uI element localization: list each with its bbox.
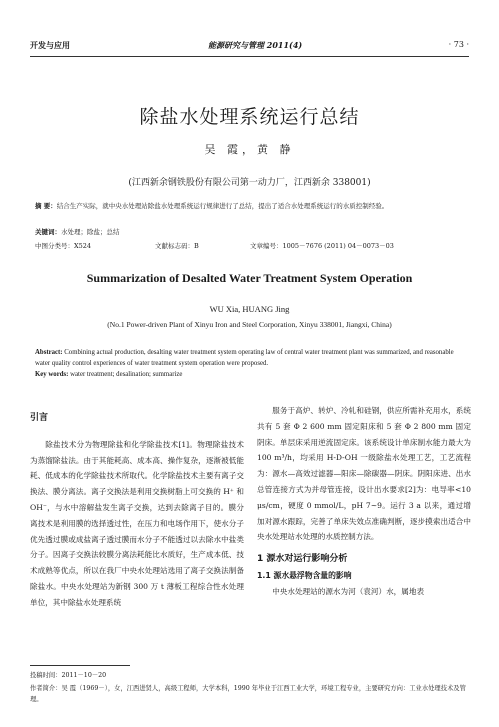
section-1-1-paragraph: 中央水处理站的源水为河（袁河）水，属地表 bbox=[272, 586, 425, 596]
english-keywords-label: Key words: bbox=[35, 371, 69, 378]
page-number: · 73 · bbox=[448, 40, 469, 49]
document-code: 文献标志码：B bbox=[155, 242, 199, 250]
received-date: 投稿时间：2011－10－20 bbox=[30, 672, 107, 679]
article-affiliation: (江西新余钢铁股份有限公司第一动力厂，江西新余 338001) bbox=[128, 178, 371, 188]
system-paragraph: 服务于高炉、转炉、冷轧和硅钢，供应所需补充用水，系统共有 5 套 Φ 2 600 mm 固定阳床和 5 套 Φ 2 800 mm 固定阴床。单层床采用逆流固定床。该系统设计单床制水能力最大为 100 m³/h，均采用 H-D-OH 一级除盐水处理工艺，工艺流程为：源水—高效过滤器—阳床—除碳器—阴床。阴阳床进、出水总管连接方式为并母管连接，设计出水要求[2]为：电导率<10 μs/cm，硬度 0 mmol/L，pH 7~9。运行 3 a 以来，通过增加对源水跟踪，完善了单床失效点准确判断，逐步摸索出适合中央水处理站水处理的水质控制方法。 bbox=[257, 406, 471, 542]
journal-issue: 能源研究与管理 2011(4) bbox=[208, 40, 303, 50]
english-keywords-text: water treatment; desalination; summarize bbox=[70, 371, 183, 378]
body-right-column bbox=[257, 403, 471, 600]
footnote-rule bbox=[30, 665, 130, 666]
running-header bbox=[30, 40, 469, 54]
body-left-column bbox=[30, 411, 244, 611]
english-abstract-text: Combining actual production, desalting water treatment system operating law of central water treatment plant was summarized, and reasonable water quality control experiences of water treatment system operation were proposed. bbox=[35, 349, 454, 367]
abstract-text: 结合生产实际，就中央水处理站除盐水处理系统运行规律进行了总结，提出了适合水处理系统运行的水质控制经验。 bbox=[56, 202, 389, 210]
section-1-heading: 1 源水对运行影响分析 bbox=[257, 554, 348, 565]
keywords-block bbox=[35, 226, 454, 238]
english-authors: WU Xia, HUANG Jing bbox=[209, 304, 290, 314]
intro-paragraph: 除盐技术分为物理除盐和化学除盐技术[1]。物理除盐技术为蒸馏除盐法。由于其能耗高、成本高、操作复杂，逐渐被低能耗、低成本的化学除盐技术所取代。化学除盐技术主要有离子交换法、膜分离法。离子交换法是利用交换树脂上可交换的 H⁺ 和 OH⁻，与水中溶解盐发生离子交换，达到去除离子目的。膜分离技术是利用膜的选择透过性，在压力和电场作用下，使水分子优先透过膜或成盐离子透过膜而水分子不能透过以去除水中盐类分子。因离子交换法较膜分离法耗能比水质好，生产成本低、技术成熟等优点，所以在我厂中央水处理站选用了离子交换法制备除盐水。中央水处理站为新钢 300 万 t 薄板工程综合性水处理单位，其中除盐水处理系统 bbox=[30, 439, 244, 607]
english-title: Summarization of Desalted Water Treatment System Operation bbox=[86, 271, 413, 285]
article-authors: 吴 霞，黄 静 bbox=[204, 143, 295, 156]
english-abstract-block bbox=[35, 347, 454, 380]
clc-number: 中图分类号：X524 bbox=[35, 242, 92, 250]
section-label: 开发与应用 bbox=[30, 41, 70, 50]
header-rule bbox=[30, 56, 469, 57]
article-title: 除盐水处理系统运行总结 bbox=[139, 106, 360, 128]
keywords-text: 水处理；除盐；总结 bbox=[61, 228, 120, 236]
intro-heading: 引言 bbox=[30, 413, 49, 423]
english-abstract-label: Abstract: bbox=[35, 349, 63, 356]
article-number: 文章编号：1005－7676 (2011) 04－0073－03 bbox=[250, 242, 394, 250]
english-affiliation: (No.1 Power-driven Plant of Xinyu Iron and Steel Corporation, Xinyu 338001, Jiangxi, China) bbox=[107, 320, 392, 329]
abstract-label: 摘 要： bbox=[35, 202, 57, 210]
abstract-block bbox=[35, 200, 454, 212]
author-bio: 作者简介：吴 霞（1969－），女，江西进贤人，高级工程师，大学本科，1990 年毕业于江西工业大学，环境工程专业，主要研究方向：工业水处理技术及管理。 bbox=[30, 685, 466, 703]
keywords-label: 关键词： bbox=[35, 228, 61, 236]
section-1-1-heading: 1.1 源水悬浮物含量的影响 bbox=[257, 570, 352, 580]
